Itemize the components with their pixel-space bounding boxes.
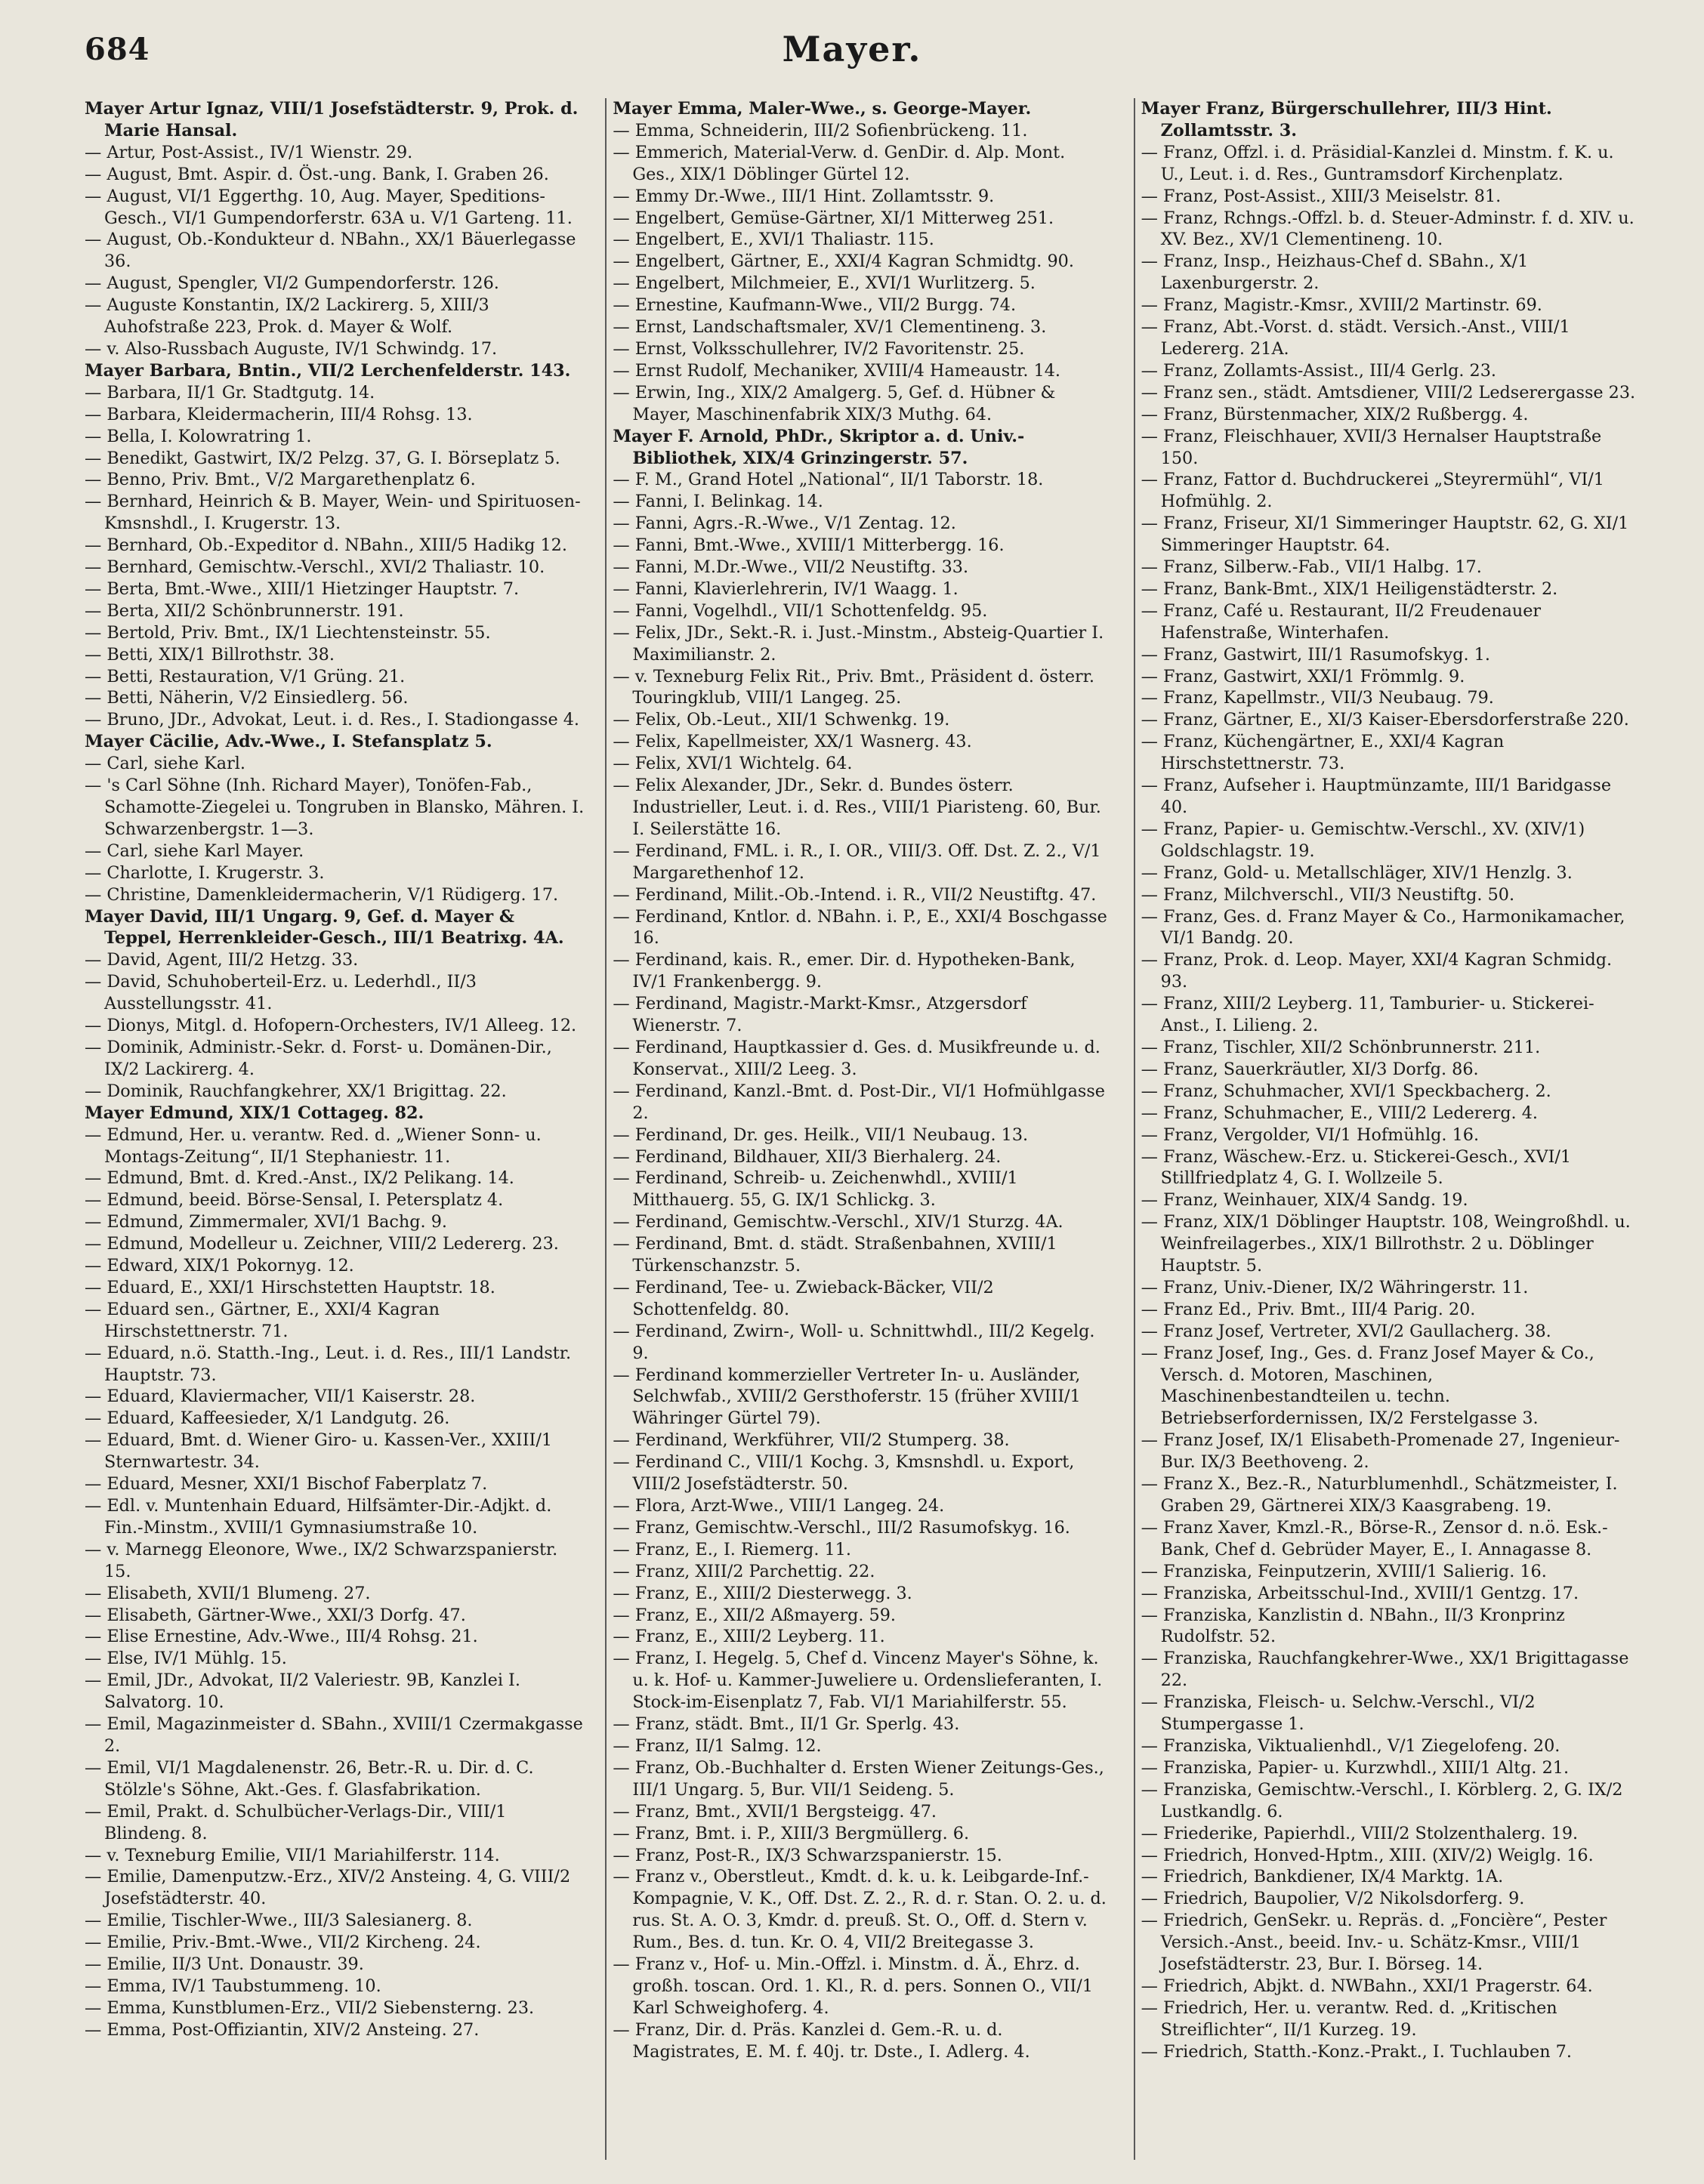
directory-entry: — Franz, Gärtner, E., XI/3 Kaiser-Ebersdorferstraße 220.	[1141, 710, 1629, 730]
directory-entry: — Franz, Schuhmacher, XVI/1 Speckbacherg. 2.	[1141, 1081, 1551, 1101]
directory-entry: — Ferdinand, Magistr.-Markt-Kmsr., Atzgersdorf Wienerstr. 7.	[613, 994, 1027, 1036]
directory-entry: — Franz, I. Hegelg. 5, Chef d. Vincenz Mayer's Söhne, k. u. k. Hof- u. Kammer-Juweliere u. Ordenslieferanten, I. Stock-im-Eisenplatz 7, Fab. VI/1 Mariahilferstr. 55.	[613, 1649, 1103, 1713]
directory-entry: — Dionys, Mitgl. d. Hofopern-Orchesters, IV/1 Alleeg. 12.	[85, 1016, 577, 1036]
directory-entry: — August, Spengler, VI/2 Gumpendorferstr. 126.	[85, 273, 499, 294]
directory-entry: — Edmund, Modelleur u. Zeichner, VIII/2 Ledererg. 23.	[85, 1234, 559, 1254]
directory-entry: Mayer David, III/1 Ungarg. 9, Gef. d. Mayer & Teppel, Herrenkleider-Gesch., III/1 Beatrixg. 4A.	[85, 906, 564, 949]
directory-entry: — Carl, siehe Karl Mayer.	[85, 841, 304, 861]
directory-entry: — Franz, Offzl. i. d. Präsidial-Kanzlei d. Minstm. f. K. u. U., Leut. i. d. Res., Guntramsdorf Kirchenplatz.	[1141, 142, 1614, 184]
directory-entry: — Emil, VI/1 Magdalenenstr. 26, Betr.-R. u. Dir. d. C. Stölzle's Söhne, Akt.-Ges. f. Glasfabrikation.	[85, 1757, 534, 1800]
directory-entry: — Berta, XII/2 Schönbrunnerstr. 191.	[85, 600, 404, 621]
directory-entry: — Franz, Magistr.-Kmsr., XVIII/2 Martinstr. 69.	[1141, 295, 1542, 316]
directory-entry: — Ferdinand, Bmt. d. städt. Straßenbahnen, XVIII/1 Türkenschanzstr. 5.	[613, 1234, 1057, 1276]
directory-entry: — August, VI/1 Eggerthg. 10, Aug. Mayer, Speditions-Gesch., VI/1 Gumpendorferstr. 63A u. V/1 Garteng. 11.	[85, 186, 573, 228]
directory-entry: — Dominik, Rauchfangkehrer, XX/1 Brigittag. 22.	[85, 1081, 507, 1101]
directory-entry: — Franz, Gastwirt, XXI/1 Frömmlg. 9.	[1141, 666, 1465, 686]
directory-entry: — Franz, Fleischhauer, XVII/3 Hernalser Hauptstraße 150.	[1141, 426, 1602, 468]
directory-entry: — Ferdinand, Zwirn-, Woll- u. Schnittwhdl., III/2 Kegelg. 9.	[613, 1321, 1095, 1363]
directory-entry: — Edward, XIX/1 Pokornyg. 12.	[85, 1256, 354, 1276]
directory-entry: — Berta, Bmt.-Wwe., XIII/1 Hietzinger Hauptstr. 7.	[85, 578, 520, 599]
directory-entry: Mayer Barbara, Bntin., VII/2 Lerchenfelderstr. 143.	[85, 360, 571, 381]
directory-entry: — Franz, Kapellmstr., VII/3 Neubaug. 79.	[1141, 688, 1494, 708]
directory-entry: — Franz, XIII/2 Leyberg. 11, Tamburier- u. Stickerei-Anst., I. Lilieng. 2.	[1141, 994, 1594, 1036]
directory-entry: — Franz v., Oberstleut., Kmdt. d. k. u. k. Leibgarde-Inf.-Kompagnie, V. K., Off. Dst. Z. 2., R. d. r. Stan. O. 2. u. d. rus. St. A. O. 3, Kmdr. d. preuß. St. O., Off. d. Stern v. Rum., Bes. d. tun. Kr. O. 4, VII/2 Breitegasse 3.	[613, 1867, 1107, 1953]
directory-entry: — Bernhard, Gemischtw.-Verschl., XVI/2 Thaliastr. 10.	[85, 557, 545, 578]
directory-entry: — Franz, Küchengärtner, E., XXI/4 Kagran Hirschstettnerstr. 73.	[1141, 732, 1505, 774]
directory-entry: — Benedikt, Gastwirt, IX/2 Pelzg. 37, G. I. Börseplatz 5.	[85, 448, 560, 468]
directory-entry: — Emil, JDr., Advokat, II/2 Valeriestr. 9B, Kanzlei I. Salvatorg. 10.	[85, 1670, 520, 1713]
directory-entry: — Emilie, Tischler-Wwe., III/3 Salesianerg. 8.	[85, 1911, 473, 1931]
directory-entry: — Franz, XIX/1 Döblinger Hauptstr. 108, Weingroßhdl. u. Weinfreilagerbes., XIX/1 Billrothstr. 2 u. Döblinger Hauptstr. 5.	[1141, 1212, 1631, 1276]
directory-entry: Mayer Cäcilie, Adv.-Wwe., I. Stefansplatz 5.	[85, 732, 492, 752]
directory-entry: Mayer Artur Ignaz, VIII/1 Josefstädterstr. 9, Prok. d. Marie Hansal.	[85, 99, 579, 140]
directory-entry: — Friederike, Papierhdl., VIII/2 Stolzenthalerg. 19.	[1141, 1823, 1579, 1843]
directory-entry: — August, Bmt. Aspir. d. Öst.-ung. Bank, I. Graben 26.	[85, 164, 549, 184]
directory-entry: — Franziska, Kanzlistin d. NBahn., II/3 Kronprinz Rudolfstr. 52.	[1141, 1605, 1565, 1647]
directory-entry: Mayer Emma, Maler-Wwe., s. George-Mayer.	[613, 99, 1032, 119]
directory-entry: — Fanni, Vogelhdl., VII/1 Schottenfeldg. 95.	[613, 600, 988, 621]
directory-entry: — Franz, Bmt. i. P., XIII/3 Bergmüllerg. 6.	[613, 1823, 970, 1843]
directory-entry: — Bernhard, Ob.-Expeditor d. NBahn., XIII/5 Hadikg 12.	[85, 535, 567, 556]
directory-entry: — Felix, JDr., Sekt.-R. i. Just.-Minstm., Absteig-Quartier I. Maximilianstr. 2.	[613, 622, 1104, 665]
directory-entry: — Dominik, Administr.-Sekr. d. Forst- u. Domänen-Dir., IX/2 Lackirerg. 4.	[85, 1037, 552, 1079]
directory-entry: — Eduard, n.ö. Statth.-Ing., Leut. i. d. Res., III/1 Landstr. Hauptstr. 73.	[85, 1343, 572, 1385]
directory-entry: — Friedrich, GenSekr. u. Repräs. d. „Foncière“, Pester Versich.-Anst., beeid. Inv.- u. Schätz-Kmsr., VIII/1 Josefstädterstr. 23, Bur. I. Börseg. 14.	[1141, 1911, 1607, 1975]
directory-entry: — Franz, Gemischtw.-Verschl., III/2 Rasumofskyg. 16.	[613, 1517, 1070, 1538]
directory-entry: — Betti, XIX/1 Billrothstr. 38.	[85, 644, 335, 665]
directory-entry: — Franz, Aufseher i. Hauptmünzamte, III/1 Baridgasse 40.	[1141, 776, 1612, 817]
directory-entry: — Franz, Bank-Bmt., XIX/1 Heiligenstädterstr. 2.	[1141, 578, 1558, 599]
directory-entry: — Emma, Post-Offiziantin, XIV/2 Ansteing. 27.	[85, 2019, 480, 2040]
directory-entry: — Ernst Rudolf, Mechaniker, XVIII/4 Hameaustr. 14.	[613, 360, 1061, 381]
directory-entry: — Christine, Damenkleidermacherin, V/1 Rüdigerg. 17.	[85, 884, 559, 905]
directory-entry: — Ferdinand C., VIII/1 Kochg. 3, Kmsnshdl. u. Export, VIII/2 Josefstädterstr. 50.	[613, 1452, 1075, 1495]
directory-entry: — Franz, Post-R., IX/3 Schwarzspanierstr. 15.	[613, 1845, 1002, 1865]
directory-entry: — Edmund, Bmt. d. Kred.-Anst., IX/2 Pelikang. 14.	[85, 1168, 514, 1189]
directory-entry: — Franziska, Feinputzerin, XVIII/1 Salierig. 16.	[1141, 1561, 1547, 1581]
directory-entry: — Felix, Ob.-Leut., XII/1 Schwenkg. 19.	[613, 710, 950, 730]
directory-entry: — Elise Ernestine, Adv.-Wwe., III/4 Rohsg. 21.	[85, 1627, 478, 1647]
directory-entry: — Ferdinand kommerzieller Vertreter In- u. Ausländer, Selchwfab., XVIII/2 Gersthoferstr. 15 (früher XVIII/1 Währinger Gürtel 79).	[613, 1365, 1081, 1429]
directory-entry: — Franz, Silberw.-Fab., VII/1 Halbg. 17.	[1141, 557, 1482, 578]
directory-entry: — Franziska, Fleisch- u. Selchw.-Verschl., VI/2 Stumpergasse 1.	[1141, 1692, 1536, 1735]
directory-entry: — Friedrich, Abjkt. d. NWBahn., XXI/1 Pragerstr. 64.	[1141, 1976, 1593, 1996]
column-left	[85, 98, 584, 2160]
directory-entry: — Felix Alexander, JDr., Sekr. d. Bundes österr. Industrieller, Leut. i. d. Res., VIII/1 Piaristeng. 60, Bur. I. Seilerstätte 16.	[613, 776, 1101, 839]
directory-entry: — Charlotte, I. Krugerstr. 3.	[85, 862, 325, 883]
directory-entry: — Franz, Café u. Restaurant, II/2 Freudenauer Hafenstraße, Winterhafen.	[1141, 600, 1542, 643]
directory-entry: — Ferdinand, Milit.-Ob.-Intend. i. R., VII/2 Neustiftg. 47.	[613, 884, 1097, 905]
directory-entry: Mayer Edmund, XIX/1 Cottageg. 82.	[85, 1103, 424, 1123]
directory-entry: — Ferdinand, FML. i. R., I. OR., VIII/3. Off. Dst. Z. 2., V/1 Margarethenhof 12.	[613, 841, 1101, 883]
directory-entry: — Franz, XIII/2 Parchettig. 22.	[613, 1561, 875, 1581]
directory-entry: — Ferdinand, kais. R., emer. Dir. d. Hypotheken-Bank, IV/1 Frankenbergg. 9.	[613, 950, 1076, 992]
directory-entry: — Edl. v. Muntenhain Eduard, Hilfsämter-Dir.-Adjkt. d. Fin.-Minstm., XVIII/1 Gymnasiumstraße 10.	[85, 1496, 552, 1538]
directory-entry: — Franz, Wäschew.-Erz. u. Stickerei-Gesch., XVI/1 Stillfriedplatz 4, G. I. Wollzeile 5.	[1141, 1146, 1572, 1189]
directory-entry: — Fanni, I. Belinkag. 14.	[613, 492, 823, 512]
page-number: 684	[85, 32, 150, 67]
directory-entry: — Ferdinand, Schreib- u. Zeichenwhdl., XVIII/1 Mitthauerg. 55, G. IX/1 Schlickg. 3.	[613, 1168, 1018, 1211]
directory-entry: — Engelbert, Gärtner, E., XXI/4 Kagran Schmidtg. 90.	[613, 251, 1074, 272]
directory-entry: — Engelbert, E., XVI/1 Thaliastr. 115.	[613, 230, 934, 250]
directory-entry: — Fanni, Agrs.-R.-Wwe., V/1 Zentag. 12.	[613, 514, 956, 534]
directory-entry: — F. M., Grand Hotel „National“, II/1 Taborstr. 18.	[613, 470, 1044, 490]
directory-entry: — Eduard, Mesner, XXI/1 Bischof Faberplatz 7.	[85, 1474, 488, 1495]
directory-entry: — Emil, Prakt. d. Schulbücher-Verlags-Dir., VIII/1 Blindeng. 8.	[85, 1801, 507, 1843]
directory-entry: — Emmy Dr.-Wwe., III/1 Hint. Zollamtsstr. 9.	[613, 186, 995, 206]
directory-entry: — Franz, Schuhmacher, E., VIII/2 Ledererg. 4.	[1141, 1103, 1539, 1123]
directory-entry: — Bella, I. Kolowratring 1.	[85, 426, 312, 446]
directory-columns	[85, 98, 1641, 2160]
directory-entry: — August, Ob.-Kondukteur d. NBahn., XX/1 Bäuerlegasse 36.	[85, 230, 576, 272]
directory-entry: — Emilie, Damenputzw.-Erz., XIV/2 Ansteing. 4, G. VIII/2 Josefstädterstr. 40.	[85, 1867, 571, 1909]
directory-entry: Mayer F. Arnold, PhDr., Skriptor a. d. Univ.-Bibliothek, XIX/4 Grinzingerstr. 57.	[613, 426, 1025, 468]
directory-entry: — Franz Josef, Vertreter, XVI/2 Gaullacherg. 38.	[1141, 1321, 1551, 1341]
directory-entry: — Franz, Insp., Heizhaus-Chef d. SBahn., X/1 Laxenburgerstr. 2.	[1141, 251, 1529, 294]
directory-entry: — Friedrich, Her. u. verantw. Red. d. „Kritischen Streiflichter“, II/1 Kurzeg. 19.	[1141, 1997, 1557, 2040]
directory-entry: — Franz, Vergolder, VI/1 Hofmühlg. 16.	[1141, 1124, 1480, 1145]
directory-entry: — Franz, Milchverschl., VII/3 Neustiftg. 50.	[1141, 884, 1515, 905]
directory-entry: — Engelbert, Gemüse-Gärtner, XI/1 Mitterweg 251.	[613, 208, 1054, 228]
directory-entry: — v. Marnegg Eleonore, Wwe., IX/2 Schwarzspanierstr. 15.	[85, 1539, 558, 1581]
directory-entry: — Bernhard, Heinrich & B. Mayer, Wein- und Spirituosen-Kmsnshdl., I. Krugerstr. 13.	[85, 492, 581, 534]
directory-entry: — Franz, Ob.-Buchhalter d. Ersten Wiener Zeitungs-Ges., III/1 Ungarg. 5, Bur. VII/1 Seideng. 5.	[613, 1757, 1104, 1800]
directory-entry: — Eduard, Bmt. d. Wiener Giro- u. Kassen-Ver., XXIII/1 Sternwartestr. 34.	[85, 1430, 553, 1473]
directory-entry: — Friedrich, Baupolier, V/2 Nikolsdorferg. 9.	[1141, 1889, 1525, 1909]
directory-entry: — Fanni, M.Dr.-Wwe., VII/2 Neustiftg. 33.	[613, 557, 969, 578]
directory-entry: — Emma, Schneiderin, III/2 Sofienbrückeng. 11.	[613, 120, 1028, 140]
directory-entry: Mayer Franz, Bürgerschullehrer, III/3 Hint. Zollamtsstr. 3.	[1141, 99, 1552, 140]
directory-entry: — Ernst, Volksschullehrer, IV/2 Favoritenstr. 25.	[613, 338, 1025, 359]
directory-entry: — Bruno, JDr., Advokat, Leut. i. d. Res., I. Stadiongasse 4.	[85, 710, 580, 730]
directory-entry: — Emil, Magazinmeister d. SBahn., XVIII/1 Czermakgasse 2.	[85, 1714, 583, 1756]
directory-entry: — Franz, E., I. Riemerg. 11.	[613, 1539, 851, 1559]
directory-entry: — Ferdinand, Kntlor. d. NBahn. i. P., E., XXI/4 Boschgasse 16.	[613, 906, 1107, 949]
directory-entry: — Franz, Sauerkräutler, XI/3 Dorfg. 86.	[1141, 1059, 1479, 1079]
directory-entry: — Ferdinand, Kanzl.-Bmt. d. Post-Dir., VI/1 Hofmühlgasse 2.	[613, 1081, 1105, 1123]
directory-entry: — Franz, Weinhauer, XIX/4 Sandg. 19.	[1141, 1190, 1468, 1211]
directory-entry: — Ferdinand, Tee- u. Zwieback-Bäcker, VII/2 Schottenfeldg. 80.	[613, 1277, 994, 1319]
directory-entry: — Franz Josef, IX/1 Elisabeth-Promenade 27, Ingenieur-Bur. IX/3 Beethoveng. 2.	[1141, 1430, 1620, 1473]
directory-entry: — Franz, Prok. d. Leop. Mayer, XXI/4 Kagran Schmidg. 93.	[1141, 950, 1613, 992]
directory-entry: — Ferdinand, Dr. ges. Heilk., VII/1 Neubaug. 13.	[613, 1124, 1029, 1145]
directory-entry: — Franz, Abt.-Vorst. d. städt. Versich.-Anst., VIII/1 Ledererg. 21A.	[1141, 317, 1570, 359]
directory-entry: — Franziska, Gemischtw.-Verschl., I. Körblerg. 2, G. IX/2 Lustkandlg. 6.	[1141, 1779, 1623, 1822]
directory-entry: — Franz, Fattor d. Buchdruckerei „Steyrermühl“, VI/1 Hofmühlg. 2.	[1141, 470, 1604, 512]
directory-entry: — Artur, Post-Assist., IV/1 Wienstr. 29.	[85, 142, 413, 162]
directory-entry: — Franz, Ges. d. Franz Mayer & Co., Harmonikamacher, VI/1 Bandg. 20.	[1141, 906, 1625, 949]
directory-entry: — Franziska, Arbeitsschul-Ind., XVIII/1 Gentzg. 17.	[1141, 1583, 1579, 1603]
directory-entry: — Franz Ed., Priv. Bmt., III/4 Parig. 20.	[1141, 1299, 1476, 1319]
directory-entry: — Betti, Restauration, V/1 Grüng. 21.	[85, 666, 406, 686]
directory-entry: — Betti, Näherin, V/2 Einsiedlerg. 56.	[85, 688, 409, 708]
directory-entry: — Elisabeth, XVII/1 Blumeng. 27.	[85, 1583, 371, 1603]
directory-entry: — Erwin, Ing., XIX/2 Amalgerg. 5, Gef. d. Hübner & Mayer, Maschinenfabrik XIX/3 Muthg. 64.	[613, 382, 1056, 424]
directory-entry: — Ferdinand, Bildhauer, XII/3 Bierhalerg. 24.	[613, 1146, 1002, 1167]
directory-entry: — Eduard, Klaviermacher, VII/1 Kaiserstr. 28.	[85, 1387, 476, 1407]
directory-entry: — Franz sen., städt. Amtsdiener, VIII/2 Ledserergasse 23.	[1141, 382, 1636, 403]
directory-entry: — Franz, Rchngs.-Offzl. b. d. Steuer-Adminstr. f. d. XIV. u. XV. Bez., XV/1 Clementineng. 10.	[1141, 208, 1635, 250]
directory-entry: — Franz v., Hof- u. Min.-Offzl. i. Minstm. d. Ä., Ehrz. d. großh. toscan. Ord. 1. Kl., R. d. pers. Sonnen O., VII/1 Karl Schweighoferg. 4.	[613, 1954, 1093, 2018]
directory-entry: — Ernst, Landschaftsmaler, XV/1 Clementineng. 3.	[613, 317, 1047, 338]
directory-entry: — Ferdinand, Werkführer, VII/2 Stumperg. 38.	[613, 1430, 1010, 1451]
directory-entry: — Bertold, Priv. Bmt., IX/1 Liechtensteinstr. 55.	[85, 622, 491, 643]
directory-entry: — Franz, Post-Assist., XIII/3 Meiselstr. 81.	[1141, 186, 1502, 206]
directory-entry: — Franz, E., XII/2 Aßmayerg. 59.	[613, 1605, 897, 1625]
directory-entry: — Franz Xaver, Kmzl.-R., Börse-R., Zensor d. n.ö. Esk.-Bank, Chef d. Gebrüder Mayer, E., I. Annagasse 8.	[1141, 1517, 1608, 1559]
directory-entry: — Franz, städt. Bmt., II/1 Gr. Sperlg. 43.	[613, 1714, 960, 1735]
directory-entry: — Franz, Papier- u. Gemischtw.-Verschl., XV. (XIV/1) Goldschlagstr. 19.	[1141, 819, 1585, 861]
directory-entry: — Benno, Priv. Bmt., V/2 Margarethenplatz 6.	[85, 470, 476, 490]
directory-entry: — v. Texneburg Felix Rit., Priv. Bmt., Präsident d. österr. Touringklub, VIII/1 Langeg. 25.	[613, 666, 1094, 708]
column-right	[1134, 98, 1641, 2160]
directory-entry: — Friedrich, Statth.-Konz.-Prakt., I. Tuchlauben 7.	[1141, 2041, 1572, 2062]
directory-entry: — Eduard sen., Gärtner, E., XXI/4 Kagran Hirschstettnerstr. 71.	[85, 1299, 440, 1341]
directory-entry: — Franz, II/1 Salmg. 12.	[613, 1735, 822, 1756]
directory-entry: — Ferdinand, Gemischtw.-Verschl., XIV/1 Sturzg. 4A.	[613, 1212, 1063, 1232]
column-middle	[605, 98, 1112, 2160]
directory-entry: — Ernestine, Kaufmann-Wwe., VII/2 Burgg. 74.	[613, 295, 1017, 316]
directory-entry: — Barbara, Kleidermacherin, III/4 Rohsg. 13.	[85, 404, 473, 424]
directory-entry: — David, Schuhoberteil-Erz. u. Lederhdl., II/3 Ausstellungsstr. 41.	[85, 972, 477, 1014]
directory-entry: — Franz, Univ.-Diener, IX/2 Währingerstr. 11.	[1141, 1277, 1529, 1297]
directory-entry: — Franz, Dir. d. Präs. Kanzlei d. Gem.-R. u. d. Magistrates, E. M. f. 40j. tr. Dste., I. Adlerg. 4.	[613, 2019, 1030, 2062]
directory-entry: — Franz, Gastwirt, III/1 Rasumofskyg. 1.	[1141, 644, 1490, 665]
directory-entry: — Franz X., Bez.-R., Naturblumenhdl., Schätzmeister, I. Graben 29, Gärtnerei XIX/3 Kaasgrabeng. 19.	[1141, 1474, 1618, 1516]
directory-entry: — Engelbert, Milchmeier, E., XVI/1 Wurlitzerg. 5.	[613, 273, 1036, 294]
running-head: Mayer.	[782, 29, 922, 69]
directory-entry: — Franz, Bürstenmacher, XIX/2 Rußbergg. 4.	[1141, 404, 1529, 424]
directory-entry: — Edmund, beeid. Börse-Sensal, I. Petersplatz 4.	[85, 1190, 504, 1211]
directory-entry: — Fanni, Bmt.-Wwe., XVIII/1 Mitterbergg. 16.	[613, 535, 1005, 556]
directory-entry: — Ferdinand, Hauptkassier d. Ges. d. Musikfreunde u. d. Konservat., XIII/2 Leeg. 3.	[613, 1037, 1100, 1079]
directory-entry: — Edmund, Zimmermaler, XVI/1 Bachg. 9.	[85, 1212, 447, 1232]
directory-entry: — Flora, Arzt-Wwe., VIII/1 Langeg. 24.	[613, 1496, 945, 1516]
directory-entry: — Emma, Kunstblumen-Erz., VII/2 Siebensterng. 23.	[85, 1997, 535, 2018]
directory-entry: — Emma, IV/1 Taubstummeng. 10.	[85, 1976, 381, 1996]
directory-entry: — Franziska, Viktualienhdl., V/1 Ziegelofeng. 20.	[1141, 1735, 1560, 1756]
directory-entry: — Franziska, Rauchfangkehrer-Wwe., XX/1 Brigittagasse 22.	[1141, 1649, 1629, 1691]
directory-entry: — Else, IV/1 Mühlg. 15.	[85, 1649, 287, 1669]
directory-entry: — Felix, Kapellmeister, XX/1 Wasnerg. 43.	[613, 732, 972, 752]
directory-entry: — Friedrich, Bankdiener, IX/4 Marktg. 1A.	[1141, 1867, 1504, 1887]
directory-entry: — Franz, Zollamts-Assist., III/4 Gerlg. 23.	[1141, 360, 1496, 381]
directory-entry: — Franz, Gold- u. Metallschläger, XIV/1 Henzlg. 3.	[1141, 862, 1573, 883]
directory-entry: — 's Carl Söhne (Inh. Richard Mayer), Tonöfen-Fab., Schamotte-Ziegelei u. Tongruben in Blansko, Mähren. I. Schwarzenbergstr. 1—3.	[85, 776, 585, 839]
directory-entry: — Felix, XVI/1 Wichtelg. 64.	[613, 754, 853, 774]
directory-entry: — Emmerich, Material-Verw. d. GenDir. d. Alp. Mont. Ges., XIX/1 Döblinger Gürtel 12.	[613, 142, 1066, 184]
directory-entry: — Franziska, Papier- u. Kurzwhdl., XIII/1 Altg. 21.	[1141, 1757, 1570, 1778]
directory-entry: — Edmund, Her. u. verantw. Red. d. „Wiener Sonn- u. Montags-Zeitung“, II/1 Stephaniestr. 11.	[85, 1124, 542, 1167]
directory-entry: — Emilie, II/3 Unt. Donaustr. 39.	[85, 1954, 364, 1975]
directory-entry: — Auguste Konstantin, IX/2 Lackirerg. 5, XIII/3 Auhofstraße 223, Prok. d. Mayer & Wolf.	[85, 295, 489, 338]
directory-entry: — Elisabeth, Gärtner-Wwe., XXI/3 Dorfg. 47.	[85, 1605, 466, 1625]
directory-entry: — Franz Josef, Ing., Ges. d. Franz Josef Mayer & Co., Versch. d. Motoren, Maschinen, Maschinenbestandteilen u. techn. Betriebserfordernissen, IX/2 Ferstelgasse 3.	[1141, 1343, 1594, 1429]
directory-entry: — Franz, Tischler, XII/2 Schönbrunnerstr. 211.	[1141, 1037, 1541, 1057]
directory-entry: — Emilie, Priv.-Bmt.-Wwe., VII/2 Kircheng. 24.	[85, 1933, 481, 1953]
directory-entry: — Franz, E., XIII/2 Diesterwegg. 3.	[613, 1583, 912, 1603]
directory-entry: — Franz, Bmt., XVII/1 Bergsteigg. 47.	[613, 1801, 937, 1822]
directory-entry: — v. Also-Russbach Auguste, IV/1 Schwindg. 17.	[85, 338, 498, 359]
directory-entry: — Fanni, Klavierlehrerin, IV/1 Waagg. 1.	[613, 578, 958, 599]
directory-entry: — Barbara, II/1 Gr. Stadtgutg. 14.	[85, 382, 375, 403]
directory-entry: — Eduard, E., XXI/1 Hirschstetten Hauptstr. 18.	[85, 1277, 495, 1297]
directory-entry: — Franz, Friseur, XI/1 Simmeringer Hauptstr. 62, G. XI/1 Simmeringer Hauptstr. 64.	[1141, 514, 1629, 556]
directory-entry: — David, Agent, III/2 Hetzg. 33.	[85, 950, 359, 970]
directory-entry: — Eduard, Kaffeesieder, X/1 Landgutg. 26.	[85, 1408, 450, 1429]
directory-entry: — Friedrich, Honved-Hptm., XIII. (XIV/2) Weiglg. 16.	[1141, 1845, 1594, 1865]
directory-entry: — Carl, siehe Karl.	[85, 754, 245, 774]
directory-entry: — Franz, E., XIII/2 Leyberg. 11.	[613, 1627, 885, 1647]
directory-entry: — v. Texneburg Emilie, VII/1 Mariahilferstr. 114.	[85, 1845, 500, 1865]
